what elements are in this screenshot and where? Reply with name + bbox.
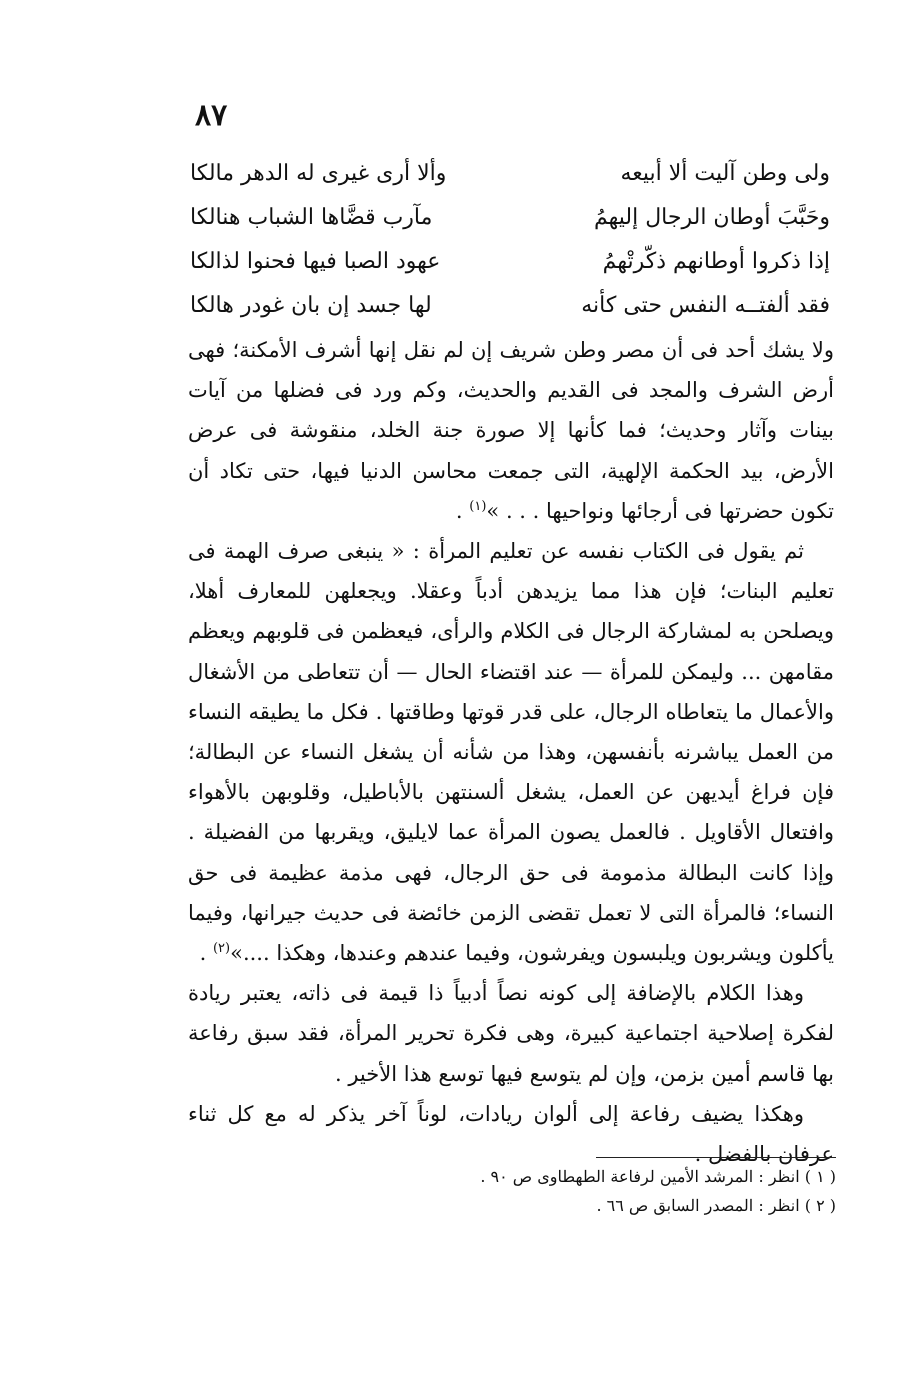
poem-hemistich-second: عهود الصبا فيها فحنوا لذالكا (190, 249, 441, 274)
poem-hemistich-first: فقد ألفتــه النفس حتى كأنه (581, 293, 830, 318)
paragraph-text: ثم يقول فى الكتاب نفسه عن تعليم المرأة : « ينبغى صرف الهمة فى تعليم البنات؛ فإن هذا مما يزيدهن أدباً وعقلا. ويجعلهن للمعارف أهلا، ويصلحن به لمشاركة الرجال فى الكلام والرأى، فيعظمن فى قلوبهم ويعظم مقامهن ... وليمكن للمرأة — عند اقتضاء الحال — أن تتعاطى من الأشغال والأعمال ما يتعاطاه الرجال، على قدر قوتها وطاقتها . فكل ما يطيقه النساء من العمل يباشرنه بأنفسهن، وهذا من شأنه أن يشغل النساء عن البطالة؛ فإن فراغ أيديهن عن العمل، يشغل ألسنتهن بالأباطيل، وقلوبهن بالأهواء وافتعال الأقاويل . فالعمل يصون المرأة عما لايليق، ويقربها من الفضيلة . وإذا كانت البطالة مذمومة فى حق الرجال، فهى مذمة عظيمة فى حق النساء؛ فالمرأة التى لا تعمل تقضى الزمن خائضة فى حديث جيرانها، وفيما يأكلون ويشربون ويلبسون ويفرشون، وفيما عندهم وعندها، وهكذا ....» (188, 539, 834, 966)
poem-hemistich-first: إذا ذكروا أوطانهم ذكّرتْهمُ (602, 249, 830, 274)
poem-hemistich-second: لها جسد إن بان غودر هالكا (190, 293, 432, 318)
footnote: ( ٢ ) انظر : المصدر السابق ص ٦٦ . (596, 1196, 836, 1215)
poem-hemistich-first: وحَبَّبَ أوطان الرجال إليهمُ (593, 205, 830, 230)
poem-verse (190, 240, 830, 284)
poem-verse (190, 196, 830, 240)
paragraph-tail: . (455, 498, 470, 523)
paragraph (188, 973, 834, 1094)
paragraph-text: وهذا الكلام بالإضافة إلى كونه نصاً أدبياً ذا قيمة فى ذاته، يعتبر ريادة لفكرة إصلاحية اجتماعية كبيرة، وهى فكرة تحرير المرأة، فقد سبق رفاعة بها قاسم أمين بزمن، وإن لم يتوسع فيها توسع هذا الأخير . (188, 981, 834, 1086)
poem-verse (190, 152, 830, 196)
poem-hemistich-second: مآرب قضَّاها الشباب هنالكا (190, 205, 433, 230)
poem-hemistich-first: ولى وطن آليت ألا أبيعه (620, 161, 830, 186)
footnote: ( ١ ) انظر : المرشد الأمين لرفاعة الطهطاوى ص ٩٠ . (480, 1167, 836, 1186)
footnote-ref: (٢) (212, 941, 231, 957)
paragraph-text: ولا يشك أحد فى أن مصر وطن شريف إن لم نقل إنها أشرف الأمكنة؛ فهى أرض الشرف والمجد فى القديم والحديث، وكم ورد فى فضلها من آيات بينات وآثار وحديث؛ فما كأنها إلا صورة جنة الخلد، منقوشة فى عرض الأرض، بيد الحكمة الإلهية، التى جمعت محاسن الدنيا فيها، حتى تكاد أن تكون حضرتها فى أرجائها ونواحيها . . . » (188, 338, 834, 523)
poem (190, 152, 830, 328)
poem-hemistich-second: وألا أرى غيرى له الدهر مالكا (190, 161, 447, 186)
paragraph-tail: . (199, 941, 213, 966)
footnote-ref: (١) (469, 498, 487, 514)
poem-verse (190, 284, 830, 328)
footnote-divider (596, 1157, 836, 1158)
footnotes (300, 1162, 836, 1220)
paragraph (188, 330, 834, 531)
page-number: ٨٧ (195, 98, 228, 133)
body-text (188, 330, 834, 1174)
paragraph-text: وهكذا يضيف رفاعة إلى ألوان ريادات، لوناً آخر يذكر له مع كل ثناء عرفان بالفضل . (188, 1101, 834, 1167)
paragraph (188, 531, 834, 973)
